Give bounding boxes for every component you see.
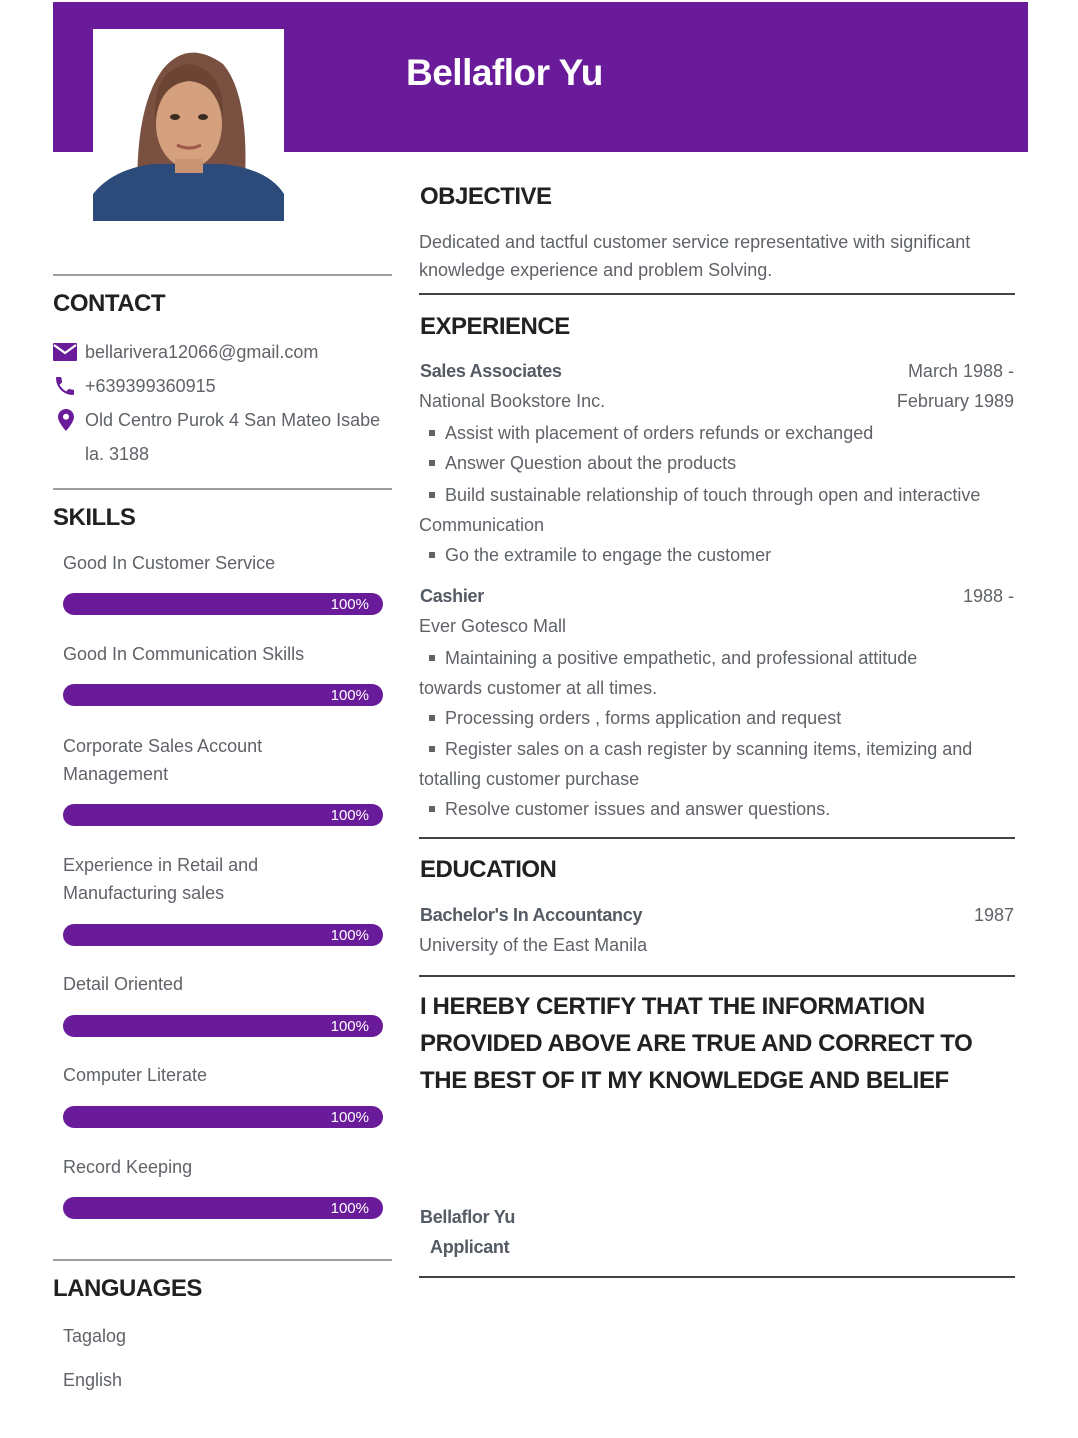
phone-text: +639399360915 (85, 376, 216, 396)
phone-icon (53, 369, 85, 403)
profile-photo (93, 29, 284, 221)
divider (53, 1259, 392, 1261)
job-bullet-continuation: Communication (419, 515, 545, 535)
divider (419, 837, 1015, 839)
job-bullet: Assist with placement of orders refunds or exchanged (419, 418, 1019, 448)
divider (53, 488, 392, 490)
certification-statement: I HEREBY CERTIFY THAT THE INFORMATION PROVIDED ABOVE ARE TRUE AND CORRECT TO THE BEST OF IT MY KNOWLEDGE AND BELIEF (420, 993, 973, 1094)
skill-progress-bar: 100% (63, 804, 383, 826)
address-text: Old Centro Purok 4 San Mateo Isabe la. 3188 (85, 410, 381, 464)
languages-title: LANGUAGES (53, 1275, 202, 1302)
job-date-start: 1988 - (962, 586, 1014, 606)
contact-title: CONTACT (53, 290, 166, 317)
signer-role: Applicant (430, 1237, 510, 1257)
skill-label: Computer Literate (63, 1065, 208, 1085)
skills-title: SKILLS (53, 504, 136, 531)
divider (419, 293, 1015, 295)
divider (53, 274, 392, 276)
education-title: EDUCATION (420, 856, 557, 883)
job-date-start: March 1988 - (907, 361, 1014, 381)
bullet-icon (429, 746, 435, 752)
job-bullet-continuation: towards customer at all times. (419, 678, 658, 698)
bullet-icon (429, 715, 435, 721)
language-item: English (63, 1370, 123, 1390)
language-item: Tagalog (63, 1326, 127, 1346)
job-bullet: Maintaining a positive empathetic, and professional attitude (419, 643, 1019, 673)
skill-label: Corporate Sales Account Management (63, 736, 263, 784)
skill-progress-bar: 100% (63, 1197, 383, 1219)
contact-address (53, 403, 393, 471)
job-bullet-continuation: totalling customer purchase (419, 769, 640, 789)
bullet-icon (429, 492, 435, 498)
divider (419, 1276, 1015, 1278)
divider (419, 975, 1015, 977)
job-title: Sales Associates (420, 361, 562, 381)
objective-title: OBJECTIVE (420, 183, 552, 210)
education-year: 1987 (973, 905, 1014, 925)
job-bullet: Register sales on a cash register by scanning items, itemizing and (419, 734, 1019, 764)
bullet-icon (429, 806, 435, 812)
education-school: University of the East Manila (419, 935, 648, 955)
signer-name: Bellaflor Yu (420, 1207, 516, 1227)
skill-label: Good In Customer Service (63, 553, 276, 573)
bullet-icon (429, 655, 435, 661)
job-bullet: Resolve customer issues and answer questions. (419, 794, 1019, 824)
map-pin-icon (53, 403, 85, 437)
objective-text: Dedicated and tactful customer service representative with significant knowledge experience and problem Solving. (419, 232, 971, 280)
envelope-icon (53, 335, 85, 369)
job-company: National Bookstore Inc. (419, 391, 606, 411)
bullet-icon (429, 460, 435, 466)
skill-progress-bar: 100% (63, 1106, 383, 1128)
education-degree: Bachelor's In Accountancy (420, 905, 643, 925)
job-date-end: February 1989 (896, 391, 1014, 411)
skill-label: Detail Oriented (63, 974, 184, 994)
email-text: bellarivera12066@gmail.com (85, 342, 319, 362)
skill-progress-bar: 100% (63, 1015, 383, 1037)
job-bullet: Processing orders , forms application and request (419, 703, 1019, 733)
job-bullet: Answer Question about the products (419, 448, 1019, 478)
contact-email[interactable] (53, 335, 393, 369)
experience-title: EXPERIENCE (420, 313, 570, 340)
contact-phone[interactable] (53, 369, 393, 403)
skill-label: Experience in Retail and Manufacturing sales (63, 855, 259, 903)
applicant-name: Bellaflor Yu (406, 52, 603, 93)
skill-progress-bar: 100% (63, 593, 383, 615)
skill-label: Good In Communication Skills (63, 644, 305, 664)
bullet-icon (429, 552, 435, 558)
skill-progress-bar: 100% (63, 924, 383, 946)
skill-label: Record Keeping (63, 1157, 193, 1177)
job-title: Cashier (420, 586, 484, 606)
job-bullet: Go the extramile to engage the customer (419, 540, 1019, 570)
skill-progress-bar: 100% (63, 684, 383, 706)
job-bullet: Build sustainable relationship of touch through open and interactive (419, 480, 1019, 510)
bullet-icon (429, 430, 435, 436)
job-company: Ever Gotesco Mall (419, 616, 567, 636)
